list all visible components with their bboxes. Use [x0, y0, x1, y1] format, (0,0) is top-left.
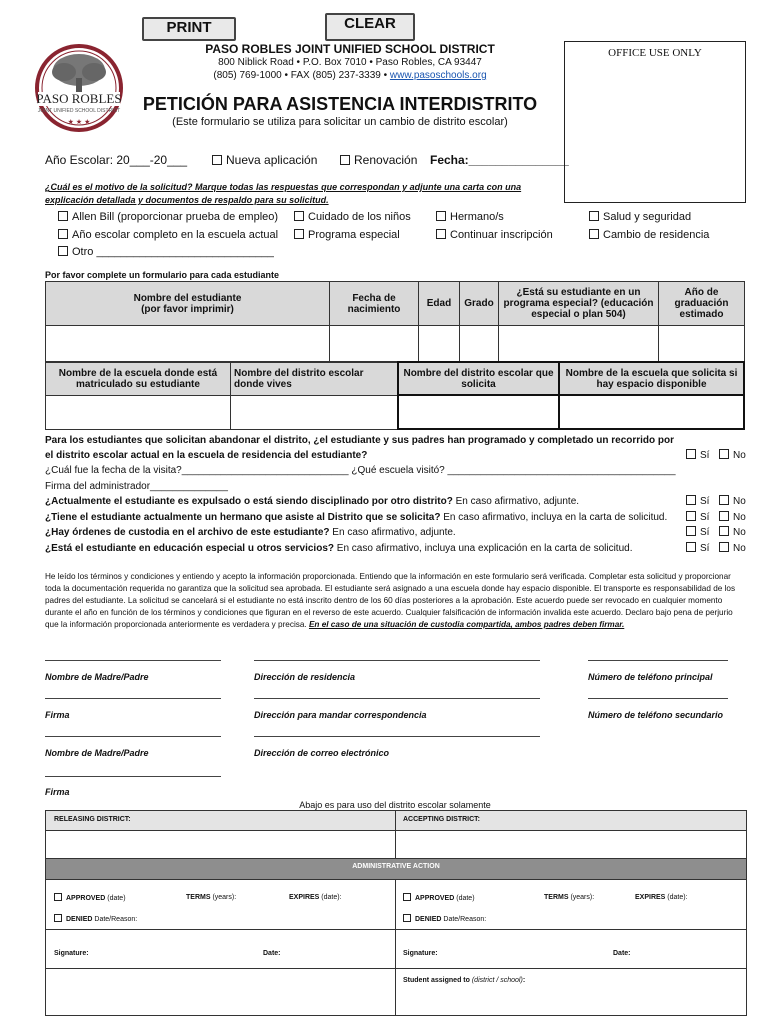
reason-other[interactable]: Otro _____________________________ [58, 246, 274, 258]
custody-yes-checkbox[interactable]: Sí [686, 527, 709, 538]
parent2-name-label: Nombre de Madre/Padre [45, 748, 149, 758]
district-address: 800 Niblick Road • P.O. Box 7010 • Paso Robles, CA 93447 [218, 57, 482, 68]
checkbox-icon [212, 155, 222, 165]
admin-signature-field[interactable]: Firma del administrador______________ [45, 481, 228, 492]
school-info-table [45, 361, 745, 430]
denied-left[interactable]: DENIED Date/Reason: [54, 915, 137, 923]
checkbox-icon [719, 542, 729, 552]
svg-text:★ ★ ★: ★ ★ ★ [67, 119, 91, 126]
email-label: Dirección de correo electrónico [254, 748, 390, 758]
parent2-name-line[interactable] [45, 736, 221, 737]
district-use-note: Abajo es para uso del distrito escolar solamente [299, 800, 491, 810]
form-subtitle: (Este formulario se utiliza para solicitar un cambio de distrito escolar) [172, 116, 508, 128]
col-requested-district: Nombre del distrito escolar que solicita [398, 362, 559, 395]
website-link[interactable]: www.pasoschools.org [389, 70, 487, 81]
question-expelled: ¿Actualmente el estudiante es expulsado o está siendo disciplinado por otro distrito? En caso afirmativo, adjunte. [45, 496, 580, 507]
col-resident-district: Nombre del distrito escolar donde vives [231, 362, 399, 395]
question-tour-line1: Para los estudiantes que solicitan abandonar el distrito, ¿el estudiante y sus padres han programado y completado un recorrido por [45, 435, 675, 446]
expires-right: EXPIRES (date): [635, 894, 688, 901]
col-current-school: Nombre de la escuela donde está matriculado su estudiante [46, 362, 231, 395]
checkbox-icon [719, 495, 729, 505]
approved-right[interactable]: APPROVED (date) [403, 894, 475, 902]
reason-allen-bill[interactable]: Allen Bill (proporcionar prueba de empleo) [58, 211, 278, 223]
phone-alt-line[interactable] [588, 698, 728, 699]
signature-line[interactable] [45, 698, 221, 699]
phone-main-line[interactable] [588, 660, 728, 661]
checkbox-icon [686, 542, 696, 552]
approved-left[interactable]: APPROVED (date) [54, 894, 126, 902]
new-application-checkbox[interactable]: Nueva aplicación [212, 153, 317, 167]
residence-line[interactable] [254, 660, 540, 661]
checkbox-icon [294, 211, 304, 221]
checkbox-icon [686, 449, 696, 459]
checkbox-icon [686, 511, 696, 521]
reason-health-safety[interactable]: Salud y seguridad [589, 211, 691, 223]
checkbox-icon [686, 495, 696, 505]
question-custody: ¿Hay órdenes de custodia en el archivo de este estudiante? En caso afirmativo, adjunte. [45, 527, 456, 538]
age-input[interactable] [419, 326, 460, 362]
terms-right: TERMS (years): [544, 894, 595, 901]
residence-label: Dirección de residencia [254, 672, 356, 682]
checkbox-icon [58, 229, 68, 239]
checkbox-icon [589, 211, 599, 221]
parent-name-line[interactable] [45, 660, 221, 661]
col-grade: Grado [460, 282, 499, 326]
checkbox-icon [719, 511, 729, 521]
tour-yes-checkbox[interactable]: Sí [686, 450, 709, 461]
checkbox-icon [54, 893, 62, 901]
phone-alt-label: Número de teléfono secundario [588, 710, 724, 720]
expelled-no-checkbox[interactable]: No [719, 496, 746, 507]
checkbox-icon [719, 449, 729, 459]
col-requested-school: Nombre de la escuela que solicita si hay espacio disponible [559, 362, 744, 395]
sibling-yes-checkbox[interactable]: Sí [686, 512, 709, 523]
renewal-checkbox[interactable]: Renovación [340, 153, 417, 167]
reason-childcare[interactable]: Cuidado de los niños [294, 211, 411, 223]
graduation-year-input[interactable] [659, 326, 745, 362]
district-logo [34, 42, 124, 134]
reason-question: ¿Cuál es el motivo de la solicitud? Marque todas las respuestas que correspondan y adjunte una carta con una explicación detallada y documentos de respaldo para su solicitud. [45, 182, 522, 205]
resident-district-input[interactable] [231, 395, 399, 429]
sibling-no-checkbox[interactable]: No [719, 512, 746, 523]
expires-left: EXPIRES (date): [289, 894, 342, 901]
reason-siblings[interactable]: Hermano/s [436, 211, 504, 223]
requested-school-input[interactable] [559, 395, 744, 429]
signature2-label: Firma [45, 787, 70, 797]
current-school-input[interactable] [46, 395, 231, 429]
birthdate-input[interactable] [330, 326, 419, 362]
parent-name-label: Nombre de Madre/Padre [45, 672, 149, 682]
releasing-district-label: RELEASING DISTRICT: [54, 816, 131, 823]
question-special-ed: ¿Está el estudiante en educación especial u otros servicios? En caso afirmativo, incluya una explicación en la carta de solicitud. [45, 543, 633, 554]
print-button[interactable]: PRINT [142, 17, 236, 41]
email-line[interactable] [254, 736, 540, 737]
visit-date-field[interactable]: ¿Cuál fue la fecha de la visita?______________________________ ¿Qué escuela visitó? _________________________________________ [45, 465, 676, 476]
district-name: PASO ROBLES JOINT UNIFIED SCHOOL DISTRICT [205, 42, 495, 56]
expelled-yes-checkbox[interactable]: Sí [686, 496, 709, 507]
terms-left: TERMS (years): [186, 894, 237, 901]
col-age: Edad [419, 282, 460, 326]
date-right-label: Date: [613, 950, 631, 957]
requested-district-input[interactable] [398, 395, 559, 429]
student-assigned-label: Student assigned to (district / school): [403, 977, 526, 984]
reason-full-year[interactable]: Año escolar completo en la escuela actual [58, 229, 278, 241]
shared-custody-note: En el caso de una situación de custodia compartida, ambos padres deben firmar. [308, 620, 625, 629]
signature-label: Firma [45, 710, 70, 720]
student-info-table [45, 281, 745, 362]
table-intro: Por favor complete un formulario para cada estudiante [45, 270, 280, 280]
district-use-section [45, 810, 747, 1016]
reason-special-program[interactable]: Programa especial [294, 229, 400, 241]
signature2-line[interactable] [45, 776, 221, 777]
school-year-field[interactable]: Año Escolar: 20___-20___ [45, 153, 188, 167]
checkbox-icon [294, 229, 304, 239]
checkbox-icon [54, 914, 62, 922]
office-use-box [564, 41, 746, 203]
student-name-input[interactable] [46, 326, 330, 362]
col-special-program: ¿Está su estudiante en un programa especial? (educación especial o plan 504) [499, 282, 659, 326]
signature-right-label: Signature: [403, 950, 438, 957]
special-ed-no-checkbox[interactable]: No [719, 543, 746, 554]
phone-main-label: Número de teléfono principal [588, 672, 713, 682]
reason-continue-enrollment[interactable]: Continuar inscripción [436, 229, 553, 241]
checkbox-icon [403, 893, 411, 901]
denied-right[interactable]: DENIED Date/Reason: [403, 915, 486, 923]
special-program-input[interactable] [499, 326, 659, 362]
checkbox-icon [436, 211, 446, 221]
checkbox-icon [589, 229, 599, 239]
checkbox-icon [436, 229, 446, 239]
mailing-address-line[interactable] [254, 698, 540, 699]
mailing-address-label: Dirección para mandar correspondencia [254, 710, 427, 720]
clear-button[interactable]: CLEAR [325, 13, 415, 41]
office-use-label: OFFICE USE ONLY [608, 47, 702, 59]
col-student-name: Nombre del estudiante (por favor imprimir) [46, 282, 330, 326]
accepting-district-label: ACCEPTING DISTRICT: [403, 816, 480, 823]
special-ed-yes-checkbox[interactable]: Sí [686, 543, 709, 554]
signature-left-label: Signature: [54, 950, 89, 957]
tour-no-checkbox[interactable]: No [719, 450, 746, 461]
date-field[interactable]: Fecha:_______________ [430, 153, 569, 167]
checkbox-icon [719, 526, 729, 536]
checkbox-icon [340, 155, 350, 165]
district-contact: (805) 769-1000 • FAX (805) 237-3339 • www.pasoschools.org [213, 70, 487, 81]
col-graduation-year: Año de graduación estimado [659, 282, 745, 326]
checkbox-icon [403, 914, 411, 922]
question-tour-line2: el distrito escolar actual en la escuela de residencia del estudiante? [45, 450, 368, 461]
custody-no-checkbox[interactable]: No [719, 527, 746, 538]
checkbox-icon [58, 246, 68, 256]
checkbox-icon [58, 211, 68, 221]
date-left-label: Date: [263, 950, 281, 957]
col-birthdate: Fecha de nacimiento [330, 282, 419, 326]
logo-subtext: JOINT UNIFIED SCHOOL DISTRICT [37, 108, 121, 114]
terms-paragraph: He leído los términos y condiciones y entiendo y acepto la información proporcionada. Entiendo que la información en este formulario será verificada. Completar esta solicitud y proporcionar toda la documentación requerida no garantiza que la solicitud sea aprobada. El estudiante será asignado a una escuela donde hay espacio disponible. El transporte es responsabilidad de los padres del estudiante. La solicitud se cancelará si el estudiante no está inscrito dentro de los 60 días posteriores a la aprobación. Este acuerdo puede ser revocado en cualquier momento durante el año en función de los términos y condiciones que figuran en el reverso de este acuerdo. Cualquier falsificación de información invalida este acuerdo. Declaro bajo pena de perjurio que la información proporcionada anteriormente es verdadera y precisa. En el caso de una situación de custodia compartida, ambos padres deben firmar. [45, 572, 736, 629]
form-title: PETICIÓN PARA ASISTENCIA INTERDISTRITO [142, 94, 538, 114]
question-sibling: ¿Tiene el estudiante actualmente un hermano que asiste al Distrito que se solicita? En caso afirmativo, incluya en la carta de solicitud. [45, 512, 668, 523]
grade-input[interactable] [460, 326, 499, 362]
admin-action-label: ADMINISTRATIVE ACTION [352, 863, 440, 870]
logo-text: PASO ROBLES [36, 91, 122, 106]
reason-change-residence[interactable]: Cambio de residencia [589, 229, 709, 241]
checkbox-icon [686, 526, 696, 536]
